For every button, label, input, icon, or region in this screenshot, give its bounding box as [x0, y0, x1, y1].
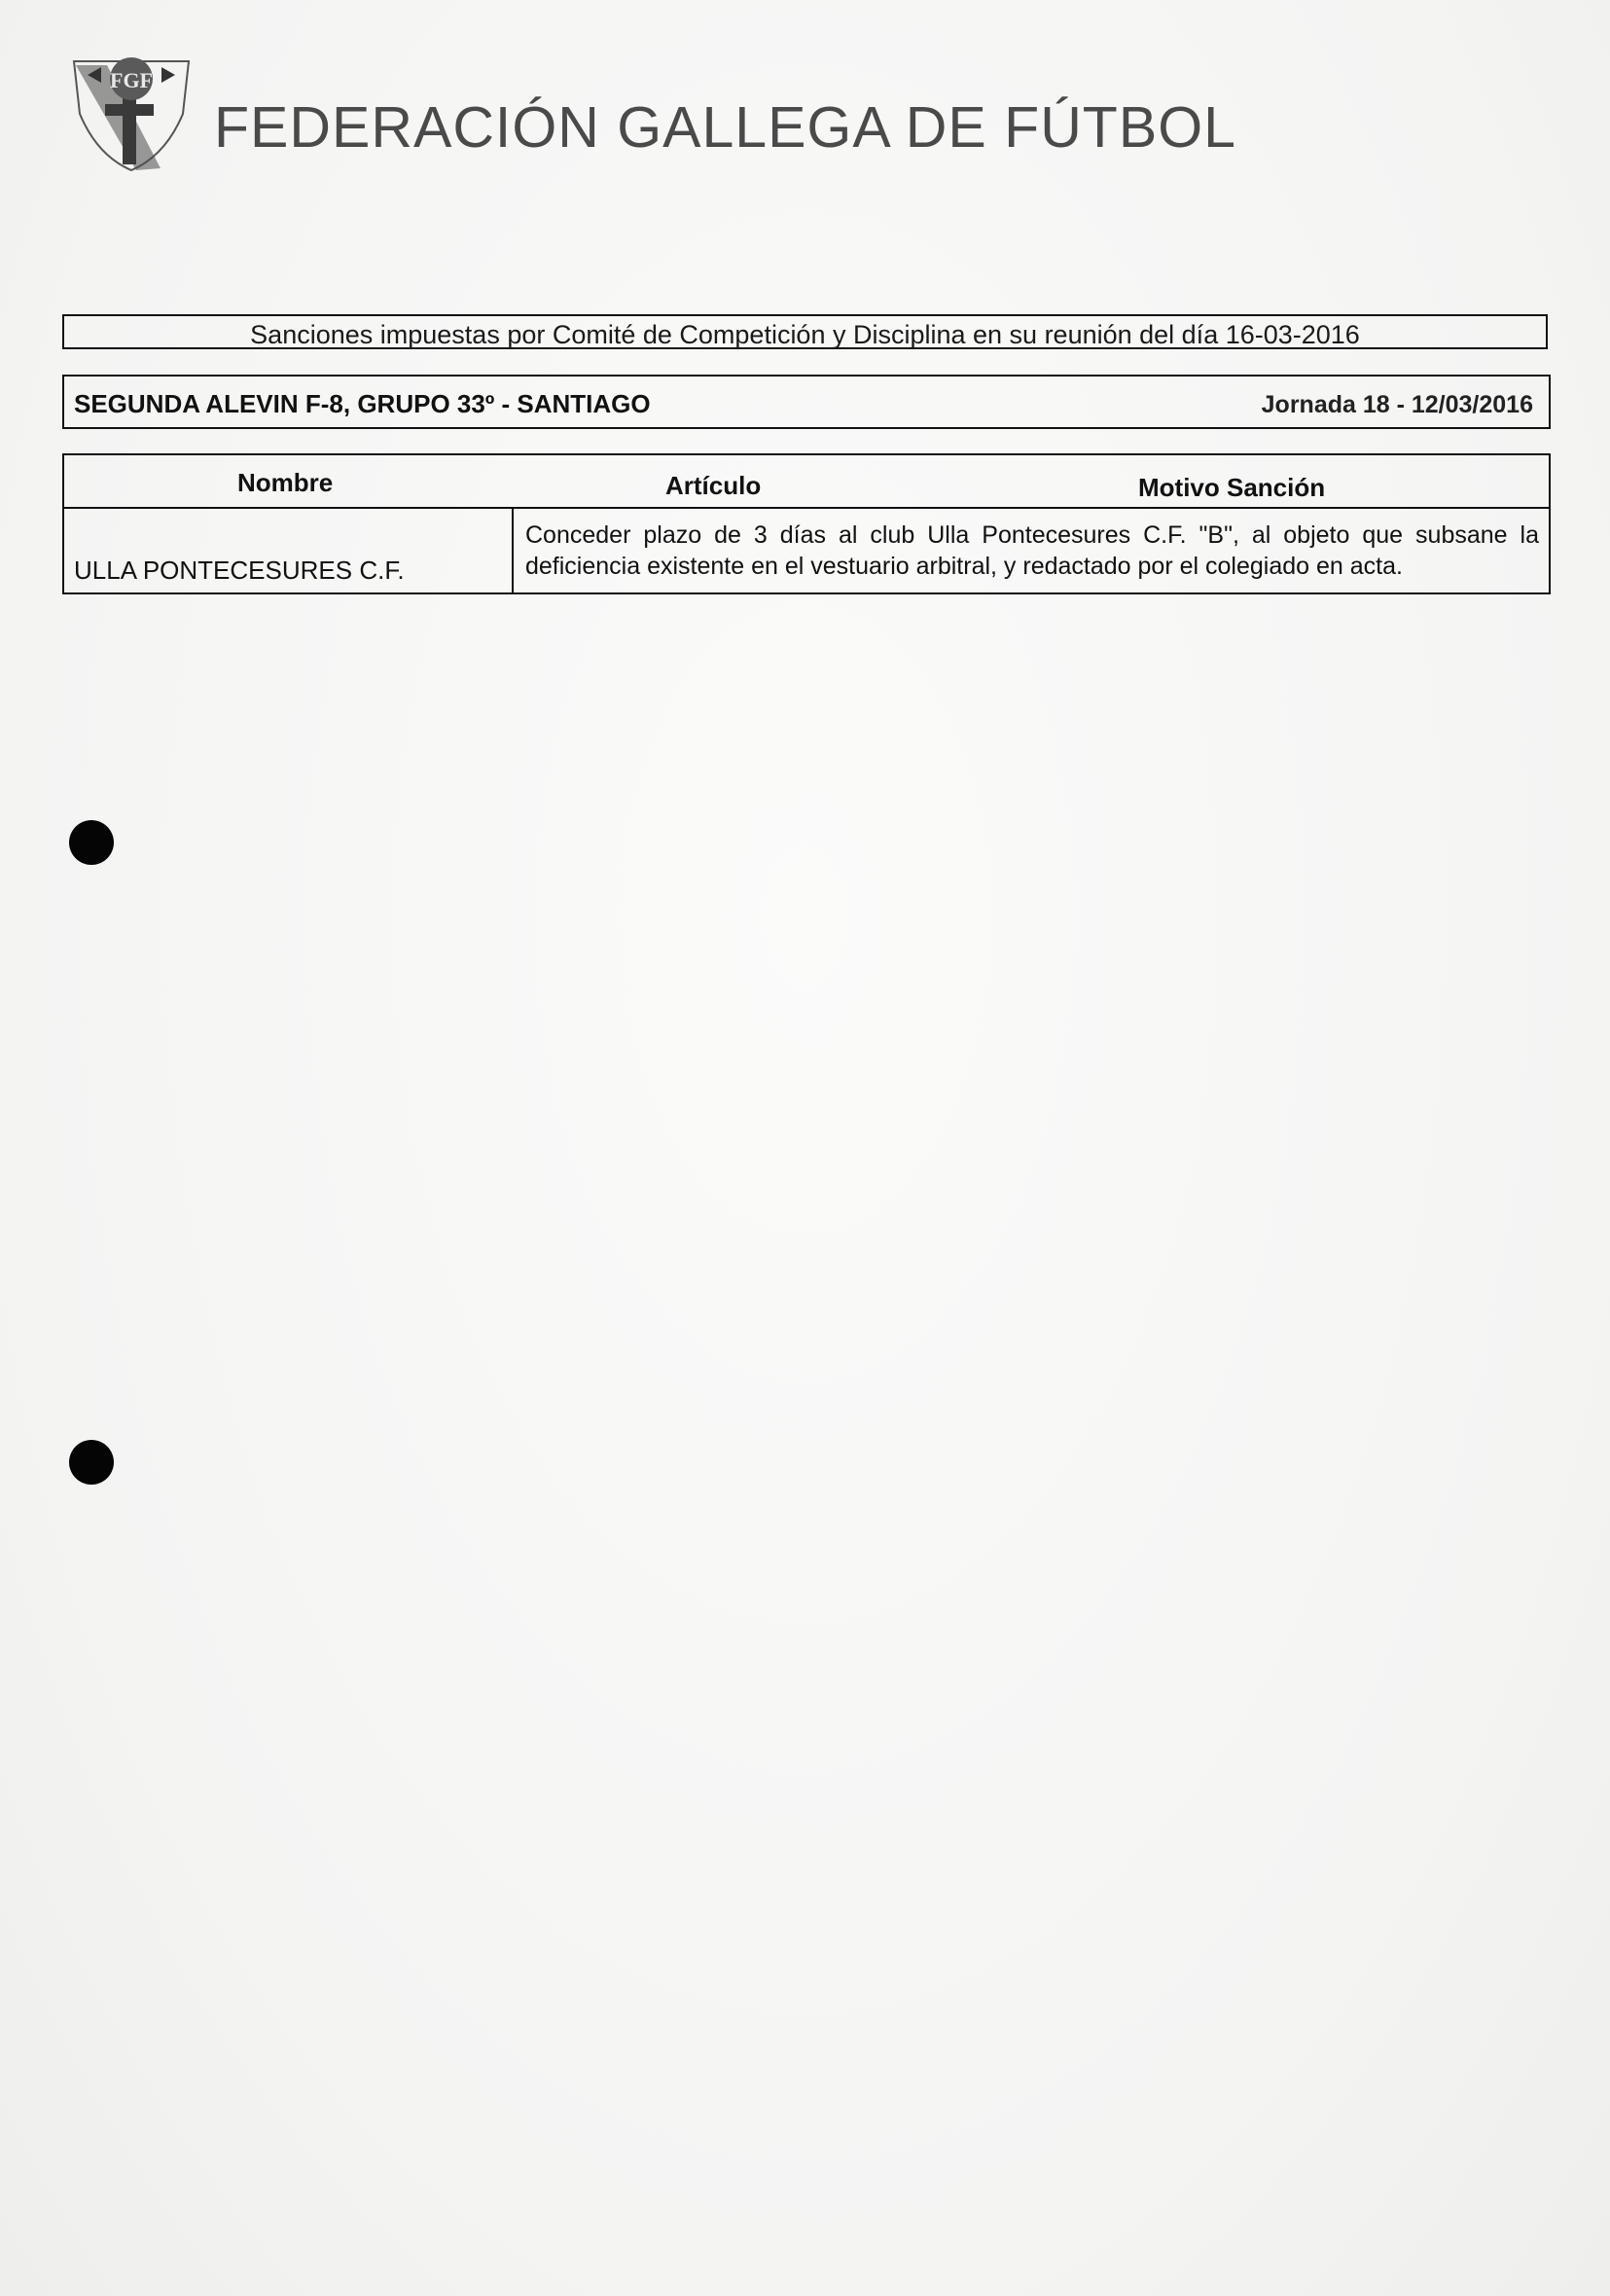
jornada-date: Jornada 18 - 12/03/2016 [1261, 391, 1533, 418]
sanctions-banner [62, 314, 1548, 349]
column-divider [512, 509, 514, 592]
table-header-row [64, 455, 1549, 509]
federation-logo [68, 54, 195, 175]
punch-hole [69, 820, 114, 865]
federation-title: FEDERACIÓN GALLEGA DE FÚTBOL [214, 95, 1236, 160]
sanctions-table [62, 453, 1551, 594]
table-row [64, 509, 1549, 592]
cell-motivo: Conceder plazo de 3 días al club Ulla Pontecesures C.F. "B", al objeto que subsane la deficiencia existente en el vestuario arbitral, y redactado por el colegiado en acta. [525, 521, 1539, 580]
letterhead [68, 54, 1430, 180]
header-nombre: Nombre [237, 468, 334, 497]
competition-name: SEGUNDA ALEVIN F-8, GRUPO 33º - SANTIAGO [74, 389, 651, 418]
logo-text: FGF [110, 68, 153, 92]
sanctions-banner-text: Sanciones impuestas por Comité de Competición y Disciplina en su reunión del día 16-03-2016 [250, 320, 1360, 349]
header-motivo: Motivo Sanción [1138, 473, 1326, 502]
competition-box [62, 375, 1551, 429]
cell-nombre: ULLA PONTECESURES C.F. [74, 556, 405, 585]
punch-hole [69, 1440, 114, 1485]
header-articulo: Artículo [665, 471, 762, 500]
